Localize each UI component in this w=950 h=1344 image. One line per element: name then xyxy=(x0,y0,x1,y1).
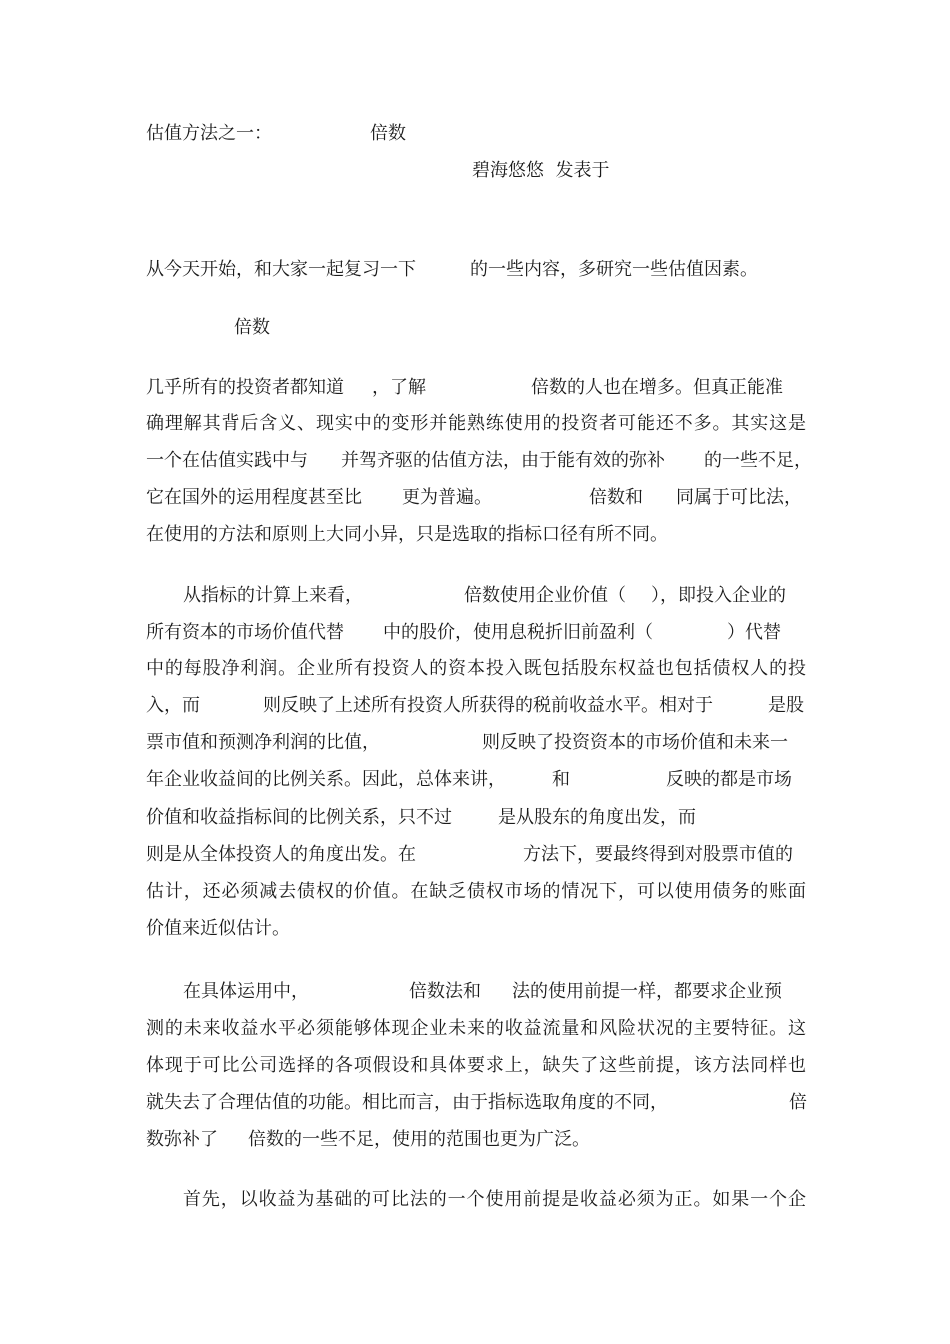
p2-line2-seg1: 所有资本的市场价值代替 xyxy=(146,622,344,643)
p2-line9: 估计，还必须减去债权的价值。在缺乏债权市场的情况下，可以使用债务的账面 xyxy=(146,881,806,902)
p2-line1-seg2: 倍数使用企业价值（ xyxy=(464,585,626,606)
p1-line4-seg2: 更为普遍。 xyxy=(402,487,492,508)
p1-line3-seg1: 一个在估值实践中与 xyxy=(146,450,308,471)
section-heading: 倍数 xyxy=(234,317,270,338)
p3-line5-seg1: 数弥补了 xyxy=(146,1129,218,1150)
p2-line6-seg3: 反映的都是市场 xyxy=(666,769,792,790)
intro-text-a: 从今天开始，和大家一起复习一下 xyxy=(146,259,416,280)
p2-line6-seg2: 和 xyxy=(552,769,570,790)
p2-line6-seg1: 年企业收益间的比例关系。因此，总体来讲， xyxy=(146,769,506,790)
p4-line1: 首先，以收益为基础的可比法的一个使用前提是收益必须为正。如果一个企 xyxy=(183,1189,806,1210)
p3-line2: 测的未来收益水平必须能够体现企业未来的收益流量和风险状况的主要特征。这 xyxy=(146,1018,806,1039)
p1-line1-seg1: 几乎所有的投资者都知道 xyxy=(146,377,344,398)
p2-line3: 中的每股净利润。企业所有投资人的资本投入既包括股东权益也包括债权人的投 xyxy=(146,658,806,679)
p2-line4-seg1: 入，而 xyxy=(146,695,200,716)
p3-line1-seg2: 倍数法和 xyxy=(409,981,481,1002)
title-prefix: 估值方法之一： xyxy=(146,123,272,144)
p1-line2: 确理解其背后含义、现实中的变形并能熟练使用的投资者可能还不多。其实这是 xyxy=(146,413,806,434)
p3-line5-seg2: 倍数的一些不足，使用的范围也更为广泛。 xyxy=(248,1129,590,1150)
p2-line1-seg3: ），即投入企业的 xyxy=(651,585,786,606)
p2-line1-seg1: 从指标的计算上来看， xyxy=(183,585,363,606)
p3-line1-seg3: 法的使用前提一样，都要求企业预 xyxy=(512,981,782,1002)
p1-line4-seg1: 它在国外的运用程度甚至比 xyxy=(146,487,362,508)
p1-line4-seg4: 同属于可比法， xyxy=(676,487,802,508)
p2-line5-seg1: 票市值和预测净利润的比值， xyxy=(146,732,380,753)
p3-line3: 体现于可比公司选择的各项假设和具体要求上，缺失了这些前提，该方法同样也 xyxy=(146,1055,806,1076)
p2-line8-seg1: 则是从全体投资人的角度出发。在 xyxy=(146,844,416,865)
intro-text-b: 的一些内容，多研究一些估值因素。 xyxy=(470,259,758,280)
p2-line2-seg2: 中的股价，使用息税折旧前盈利（ xyxy=(383,622,653,643)
p3-line4-seg2: 倍 xyxy=(789,1092,807,1113)
p1-line5: 在使用的方法和原则上大同小异，只是选取的指标口径有所不同。 xyxy=(146,524,668,545)
p1-line1-seg2: ，了解 xyxy=(372,377,426,398)
p2-line5-seg2: 则反映了投资资本的市场价值和未来一 xyxy=(482,732,788,753)
p2-line2-seg3: ）代替 xyxy=(727,622,781,643)
p2-line7-seg1: 价值和收益指标间的比例关系，只不过 xyxy=(146,807,452,828)
p1-line3-seg2: 并驾齐驱的估值方法，由于能有效的弥补 xyxy=(341,450,665,471)
p2-line4-seg3: 是股 xyxy=(768,695,804,716)
p2-line7-seg2: 是从股东的角度出发，而 xyxy=(498,807,696,828)
p3-line4-seg1: 就失去了合理估值的功能。相比而言，由于指标选取角度的不同， xyxy=(146,1092,668,1113)
author-line: 碧海悠悠 发表于 xyxy=(472,160,610,181)
p2-line8-seg2: 方法下，要最终得到对股票市值的 xyxy=(523,844,793,865)
p3-line1-seg1: 在具体运用中， xyxy=(183,981,309,1002)
p2-line4-seg2: 则反映了上述所有投资人所获得的税前收益水平。相对于 xyxy=(263,695,713,716)
p1-line1-seg3: 倍数的人也在增多。但真正能准 xyxy=(531,377,783,398)
p1-line4-seg3: 倍数和 xyxy=(589,487,643,508)
p2-line10: 价值来近似估计。 xyxy=(146,918,290,939)
title-suffix: 倍数 xyxy=(370,123,406,144)
p1-line3-seg3: 的一些不足， xyxy=(704,450,812,471)
